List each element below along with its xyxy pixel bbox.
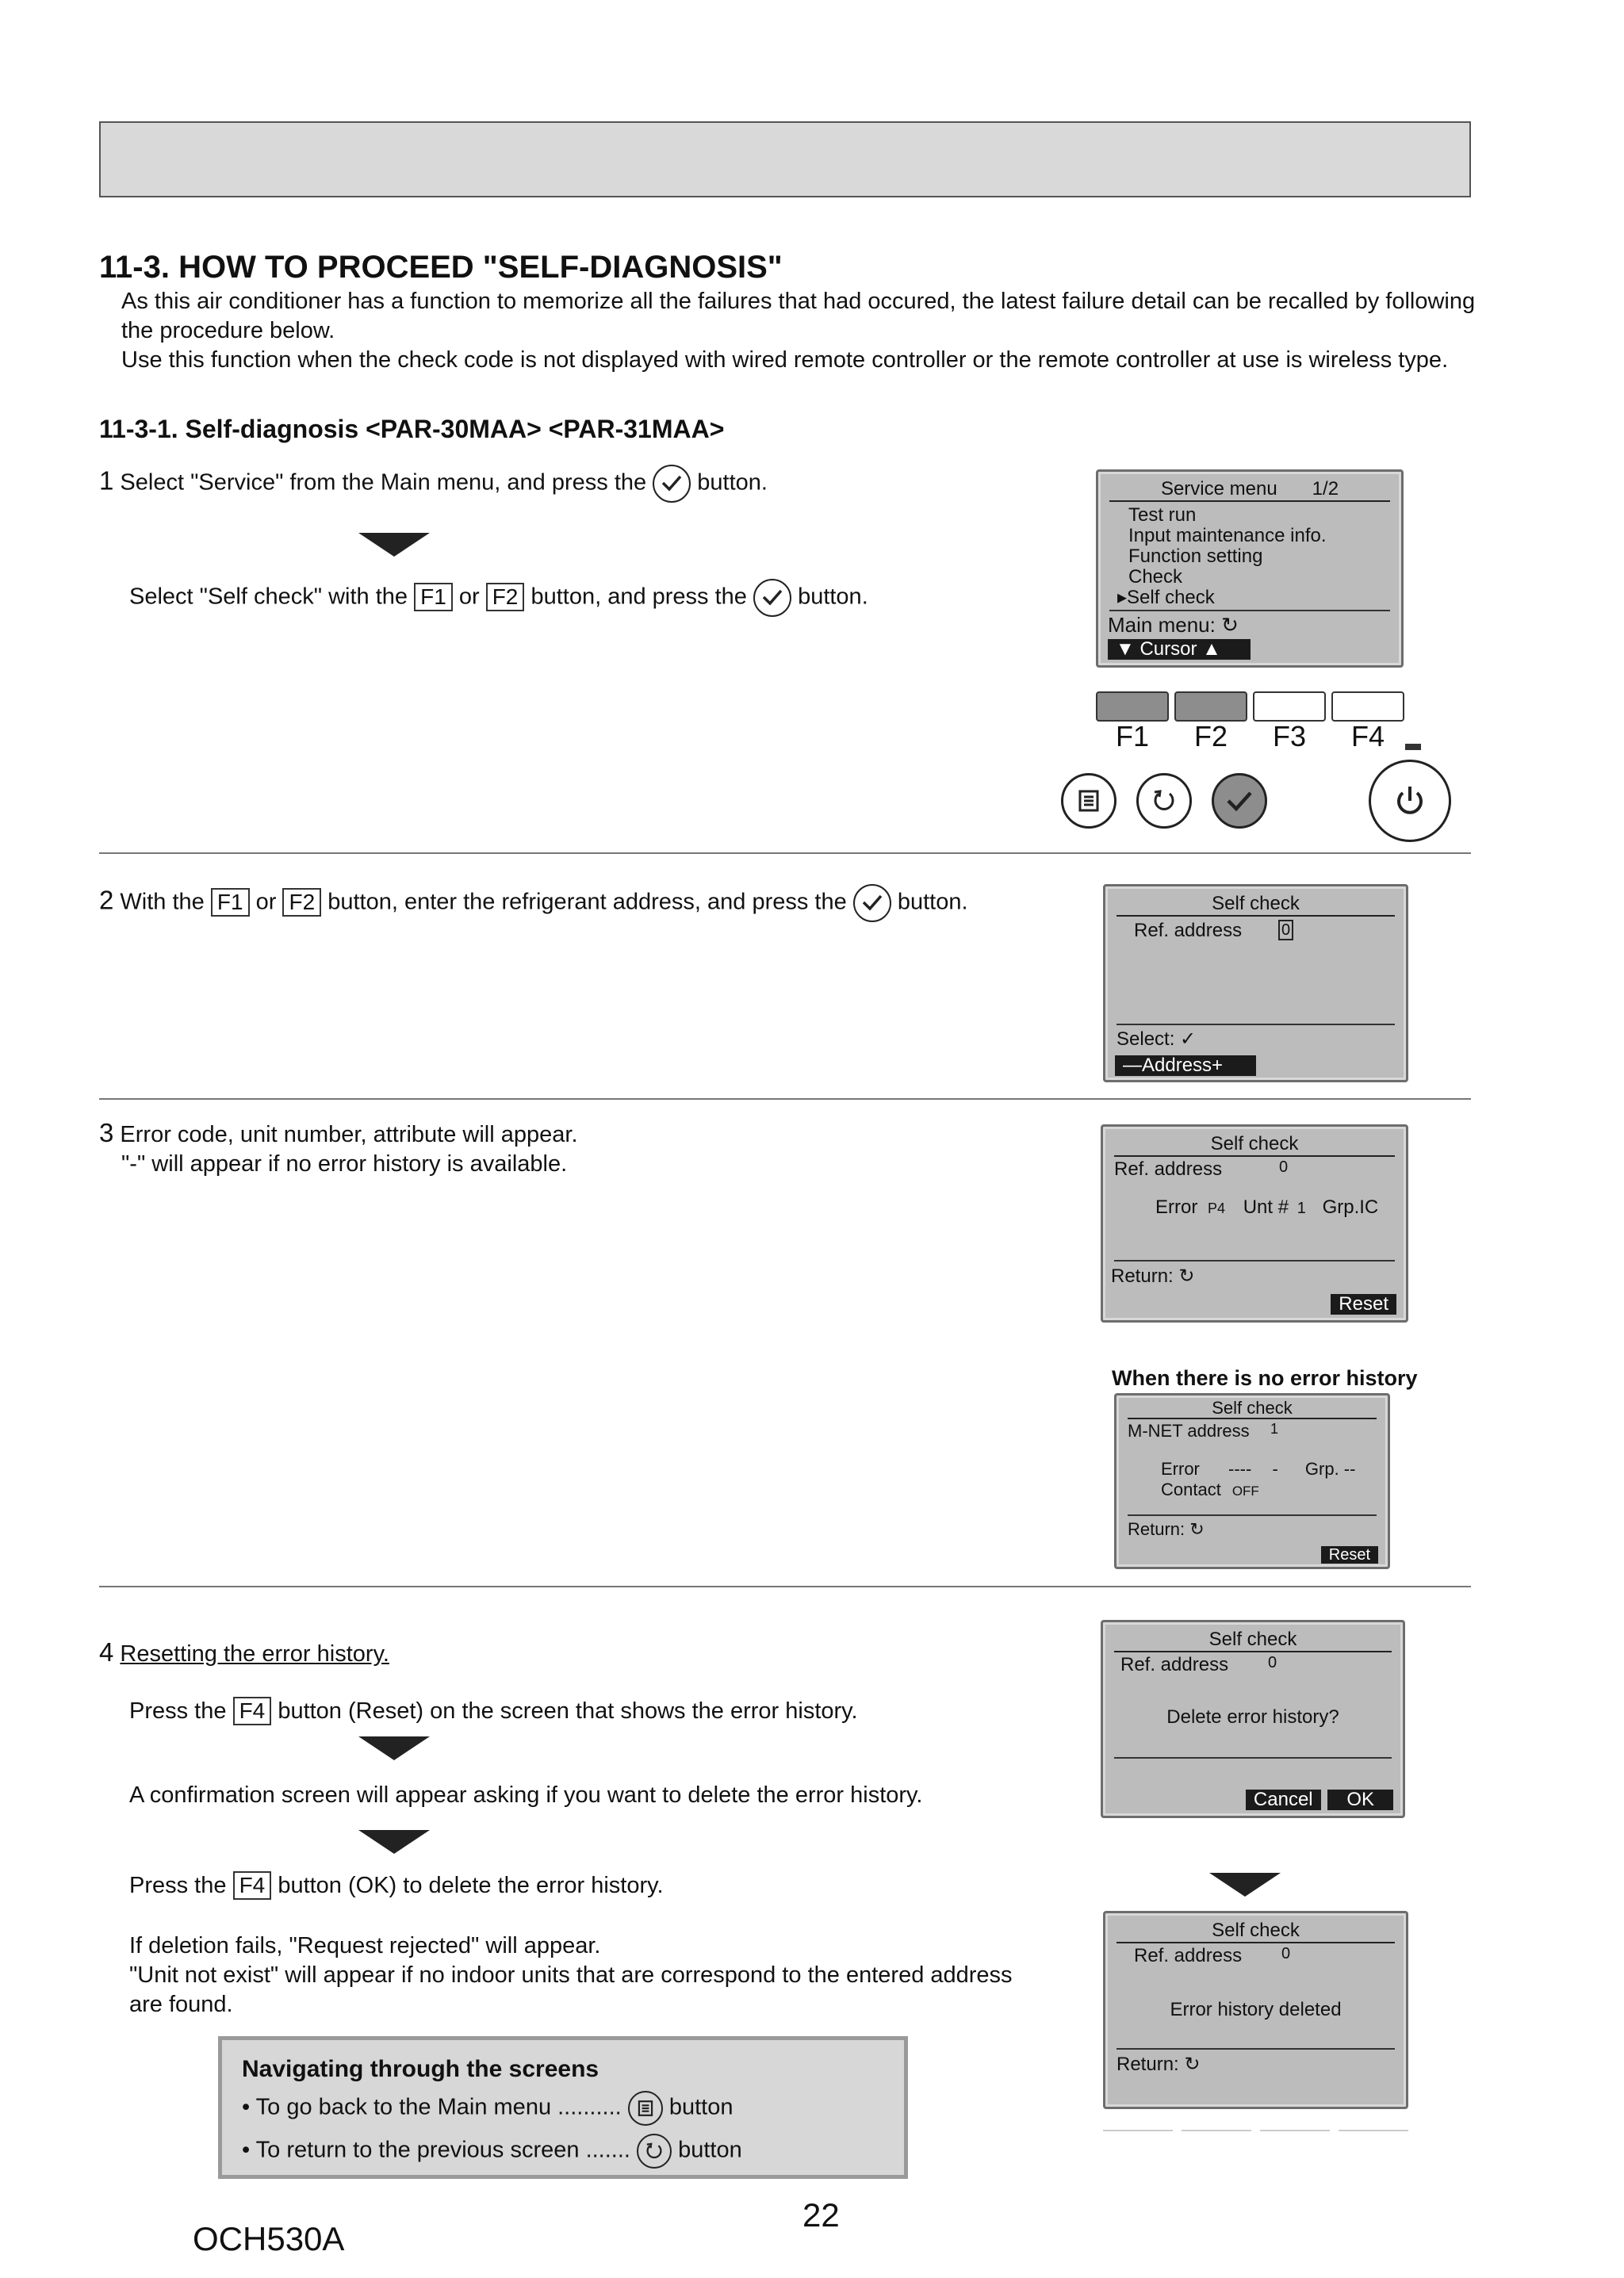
step-text: With the (120, 889, 205, 915)
screen-title: Self check (1114, 1133, 1395, 1157)
step-text: button (Reset) on the screen that shows the error history. (278, 1698, 858, 1724)
divider (1116, 1024, 1395, 1025)
mnet-address-label: M-NET address (1128, 1421, 1250, 1441)
step-text: Press the (129, 1873, 227, 1898)
step-3-text (99, 1118, 578, 1179)
power-icon (1392, 783, 1427, 818)
menu-icon (1077, 789, 1101, 813)
down-triangle-icon: ▼ (1116, 638, 1135, 660)
group-value: Grp. -- (1304, 1459, 1356, 1479)
step-number: 1 (99, 465, 114, 496)
cursor-bar: ▼ Cursor ▲ (1108, 638, 1251, 660)
step-text: Select "Service" from the Main menu, and press the (120, 469, 647, 496)
note-unit-not-exist: "Unit not exist" will appear if no indoor units that are correspond to the entered address are found. (129, 1962, 1013, 2017)
f1-key-label: F1 (211, 888, 250, 917)
step-number: 3 (99, 1118, 114, 1147)
intro-text (121, 287, 1477, 375)
step-text: button, and press the (530, 584, 747, 610)
screen-title: Self check (1114, 1629, 1392, 1652)
minus-icon: — (1123, 1055, 1142, 1076)
divider (99, 1098, 1471, 1100)
return-label: Return: ↻ (1116, 2054, 1201, 2075)
no-error-history-screen (1114, 1393, 1390, 1569)
ref-address-value: 0 (1278, 920, 1293, 940)
error-value: ---- (1228, 1459, 1252, 1479)
divider (1109, 610, 1390, 611)
check-button-icon (753, 579, 791, 617)
f2-button[interactable] (1174, 691, 1247, 722)
menu-item-function-setting: Function setting (1128, 546, 1263, 567)
plus-icon: + (1212, 1055, 1224, 1076)
divider (99, 1586, 1471, 1587)
contact-row: Contact OFF (1161, 1480, 1259, 1499)
step-4-line-b: A confirmation screen will appear asking if you want to delete the error history. (129, 1782, 923, 1808)
check-icon (1225, 789, 1254, 813)
menu-button[interactable] (1061, 773, 1116, 829)
divider (99, 852, 1471, 854)
menu-item-test-run: Test run (1128, 504, 1197, 526)
power-led (1405, 744, 1421, 750)
address-bar: —Address+ (1115, 1055, 1256, 1077)
cancel-softkey: Cancel (1246, 1790, 1321, 1810)
f4-button[interactable] (1331, 691, 1404, 722)
menu-button-icon (628, 2091, 663, 2126)
f4-key-label: F4 (233, 1697, 272, 1725)
ref-address-value: 0 (1279, 1158, 1289, 1176)
arrow-down-icon (358, 533, 430, 557)
step-text: Press the (129, 1698, 227, 1724)
divider (1128, 1514, 1377, 1516)
divider (1114, 1757, 1392, 1759)
f1-button[interactable] (1096, 691, 1169, 722)
return-button[interactable] (1136, 773, 1192, 829)
arrow-down-icon (358, 1736, 430, 1760)
no-error-caption: When there is no error history (1112, 1366, 1418, 1390)
group-attribute: Grp.IC (1322, 1196, 1379, 1218)
step-4-line-c (129, 1871, 664, 1901)
f1-key-label: F1 (414, 583, 453, 611)
return-icon: ↻ (1173, 1265, 1195, 1287)
up-triangle-icon: ▲ (1202, 638, 1221, 660)
step-number: 2 (99, 885, 114, 915)
step-text: Error code, unit number, attribute will appear. (120, 1122, 578, 1147)
navigation-help-box (218, 2036, 908, 2179)
nav-title: Navigating through the screens (242, 2056, 599, 2082)
return-label: Return: ↻ (1111, 1265, 1195, 1287)
ref-address-label: Ref. address (1120, 1654, 1229, 1675)
softkeys (1246, 1789, 1393, 1811)
deleted-message: Error history deleted (1170, 1999, 1342, 2020)
f2-label: F2 (1193, 720, 1228, 752)
check-button-icon (853, 884, 891, 922)
power-button[interactable] (1369, 760, 1451, 842)
error-history-screen (1101, 1124, 1408, 1323)
header-bar (99, 121, 1471, 197)
key-hint-line (1182, 2130, 1251, 2131)
document-code: OCH530A (193, 2220, 345, 2257)
step-text: button (OK) to delete the error history. (278, 1873, 664, 1898)
step-text-end: button. (897, 889, 968, 915)
error-row: Error ---- - Grp. -- (1161, 1459, 1356, 1479)
unit-value: - (1272, 1459, 1278, 1479)
step-text-end: button. (697, 469, 768, 496)
reset-softkey: Reset (1321, 1546, 1378, 1564)
ok-button[interactable] (1212, 773, 1267, 829)
ref-address-label: Ref. address (1134, 920, 1243, 941)
nav-item-main-menu: • To go back to the Main menu .......... button (242, 2091, 733, 2126)
key-hint-line (1260, 2130, 1330, 2131)
nav-item-previous: • To return to the previous screen ....... button (242, 2134, 742, 2169)
ref-address-label: Ref. address (1114, 1158, 1223, 1180)
unit-number: 1 (1297, 1200, 1306, 1217)
screen-title: Self check (1128, 1399, 1377, 1419)
page-number: 22 (802, 2196, 840, 2234)
intro-paragraph-2: Use this function when the check code is not displayed with wired remote controller or the remote controller at use is wireless type. (121, 347, 1449, 373)
cursor-triangle-icon: ▸ (1117, 587, 1128, 608)
contact-value: OFF (1231, 1484, 1259, 1499)
return-button-icon (637, 2134, 672, 2169)
f1-label: F1 (1115, 720, 1149, 752)
ref-address-value: 0 (1281, 1945, 1291, 1962)
history-deleted-screen (1103, 1911, 1408, 2109)
return-icon (1151, 787, 1178, 814)
menu-item-self-check: ▸Self check (1117, 587, 1215, 608)
ref-address-label: Ref. address (1134, 1945, 1243, 1966)
step-1-line-a (99, 465, 768, 503)
error-code: P4 (1208, 1200, 1226, 1216)
page-indicator: 1/2 (1312, 478, 1339, 500)
step-text-end: button. (798, 584, 868, 610)
divider (1114, 1260, 1395, 1262)
return-label: Return: ↻ (1128, 1519, 1205, 1539)
delete-confirm-screen (1101, 1620, 1405, 1818)
service-menu-screen (1096, 469, 1404, 668)
screen-title: Self check (1116, 1920, 1395, 1943)
f3-button[interactable] (1253, 691, 1326, 722)
key-hint-line (1103, 2130, 1173, 2131)
error-row: Error P4 Unt # 1 Grp.IC (1155, 1196, 1379, 1218)
key-hint-line (1339, 2130, 1408, 2131)
return-icon: ↻ (1221, 613, 1239, 637)
step-text: or (458, 584, 480, 610)
menu-item-check: Check (1128, 566, 1183, 588)
step-2-line (99, 884, 968, 922)
mnet-address-value: 1 (1270, 1421, 1279, 1437)
confirm-message: Delete error history? (1166, 1706, 1339, 1728)
main-menu-label: Main menu: ↻ (1108, 613, 1239, 637)
step-4-title (99, 1637, 389, 1669)
check-button-icon (653, 465, 691, 503)
f4-key-label: F4 (233, 1871, 272, 1900)
menu-list (1117, 504, 1327, 608)
select-label: Select: ✓ (1116, 1028, 1197, 1050)
step-text: Resetting the error history. (120, 1641, 389, 1667)
step-text: or (255, 889, 277, 915)
self-check-address-screen (1103, 884, 1408, 1082)
screen-title: Self check (1116, 893, 1395, 917)
step-4-notes (129, 1932, 1017, 2020)
f4-label: F4 (1350, 720, 1385, 752)
ref-address-value: 0 (1268, 1654, 1277, 1671)
step-4-line-a (129, 1697, 858, 1726)
return-icon: ↻ (1185, 1519, 1205, 1539)
screen-title: Service menu 1/2 (1109, 478, 1390, 502)
menu-item-input-maintenance: Input maintenance info. (1128, 525, 1327, 546)
step-text: "-" will appear if no error history is available. (121, 1151, 568, 1177)
intro-paragraph-1: As this air conditioner has a function to memorize all the failures that had occured, the latest failure detail can be recalled by following the procedure below. (121, 289, 1476, 343)
f2-key-label: F2 (486, 583, 525, 611)
f3-label: F3 (1272, 720, 1306, 752)
step-1-line-b (129, 579, 868, 617)
step-number: 4 (99, 1637, 114, 1667)
ok-softkey: OK (1327, 1790, 1393, 1810)
subsection-title: 11-3-1. Self-diagnosis <PAR-30MAA> <PAR-31MAA> (99, 415, 725, 443)
step-text: button, enter the refrigerant address, and press the (327, 889, 847, 915)
step-text: Select "Self check" with the (129, 584, 408, 610)
reset-softkey: Reset (1331, 1293, 1396, 1315)
divider (1116, 2048, 1395, 2050)
note-request-rejected: If deletion fails, "Request rejected" will appear. (129, 1933, 601, 1958)
arrow-down-icon (1209, 1873, 1281, 1897)
f2-key-label: F2 (282, 888, 321, 917)
arrow-down-icon (358, 1830, 430, 1854)
return-icon: ↻ (1178, 2054, 1201, 2075)
check-icon: ✓ (1174, 1028, 1197, 1050)
section-title: 11-3. HOW TO PROCEED "SELF-DIAGNOSIS" (99, 250, 783, 285)
